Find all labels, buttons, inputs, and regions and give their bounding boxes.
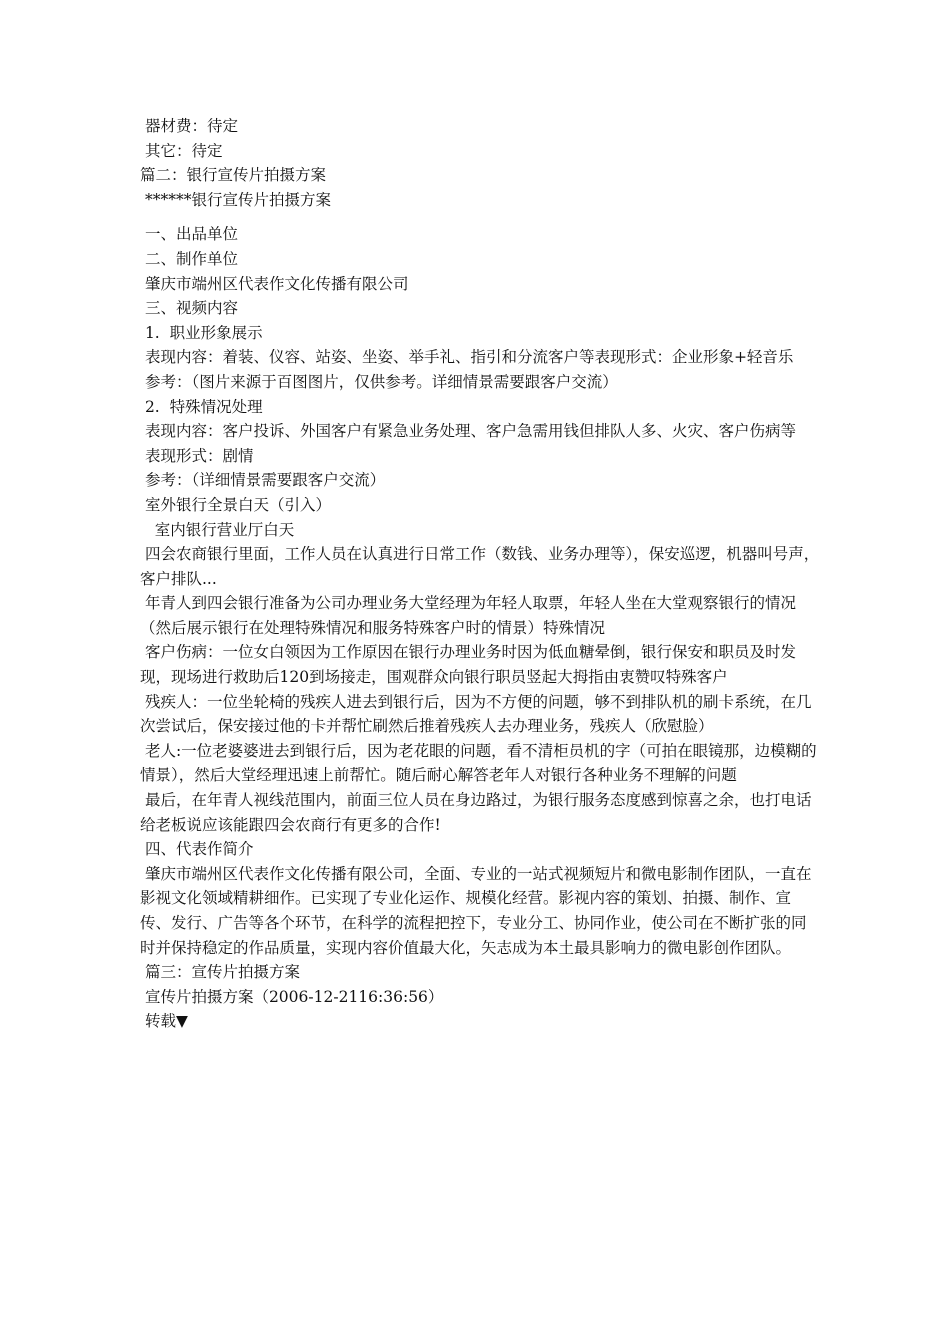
text-line: 参考：（图片来源于百图图片，仅供参考。详细情景需要跟客户交流） [140,372,618,391]
text-line: 表现形式：剧情 [140,446,254,465]
paragraph: 残疾人：一位坐轮椅的残疾人进去到银行后，因为不方便的问题，够不到排队机的刷卡系统，在几次尝试后，保安接过他的卡并帮忙刷然后推着残疾人去办理业务，残疾人（欣慰脸） [140,692,812,736]
text-line: 室内银行营业厅白天 [140,520,295,539]
text-line: 二、制作单位 [140,249,238,268]
text-line: 1. 职业形象展示 [140,323,263,342]
text-line: 器材费：待定 [140,117,238,135]
text-line: 参考：（详细情景需要跟客户交流） [140,471,386,490]
paragraph: 年青人到四会银行准备为公司办理业务大堂经理为年轻人取票，年轻人坐在大堂观察银行的情况（然后展示银行在处理特殊情况和服务特殊客户时的情景）特殊情况 [140,594,796,637]
repost-label[interactable]: 转载▼ [140,1012,188,1031]
section-heading: 篇三：宣传片拍摄方案 [140,963,300,982]
text-line: 肇庆市端州区代表作文化传播有限公司 [140,274,409,293]
paragraph: 老人:一位老婆婆进去到银行后，因为老花眼的问题，看不清柜员机的字（可拍在眼镜那，边模糊的情景），然后大堂经理迅速上前帮忙。随后耐心解答老年人对银行各种业务不理解的问题 [140,741,817,785]
section-heading: 篇二：银行宣传片拍摄方案 [140,166,327,185]
text-line: 2. 特殊情况处理 [140,397,263,416]
spacer [140,212,820,222]
paragraph: 表现内容：着装、仪容、站姿、坐姿、举手礼、指引和分流客户等表现形式：企业形象+轻音乐 [140,348,794,367]
text-line: 三、视频内容 [140,299,238,318]
text-line: 其它：待定 [140,141,223,160]
paragraph: 肇庆市端州区代表作文化传播有限公司，全面、专业的一站式视频短片和微电影制作团队，一直在影视文化领域精耕细作。已实现了专业化运作、规模化经营。影视内容的策划、拍摄、制作、宣传、发行、广告等各个环节，在科学的流程把控下，专业分工、协同作业，使公司在不断扩张的同时并保持稳定的作品质量，实现内容价值最大化，矢志成为本土最具影响力的微电影创作团队。 [140,864,812,957]
text-line: 一、出品单位 [140,225,238,244]
text-line: 宣传片拍摄方案（2006-12-2116:36:56） [140,987,444,1006]
paragraph: 表现内容：客户投诉、外国客户有紧急业务处理、客户急需用钱但排队人多、火灾、客户伤病等 [140,422,796,441]
document-body [140,114,820,1034]
text-line: 室外银行全景白天（引入） [140,495,331,514]
paragraph: 最后，在年青人视线范围内，前面三位人员在身边路过，为银行服务态度感到惊喜之余，也打电话给老板说应该能跟四会农商行有更多的合作! [140,791,812,834]
section-heading: 四、代表作简介 [140,840,254,859]
document-title: ******银行宣传片拍摄方案 [140,190,331,209]
paragraph: 客户伤病：一位女白领因为工作原因在银行办理业务时因为低血糖晕倒，银行保安和职员及时发现，现场进行救助后120到场接走，围观群众向银行职员竖起大拇指由衷赞叹特殊客户 [140,643,796,687]
paragraph: 四会农商银行里面，工作人员在认真进行日常工作（数钱、业务办理等），保安巡逻，机器叫号声，客户排队... [140,545,820,588]
